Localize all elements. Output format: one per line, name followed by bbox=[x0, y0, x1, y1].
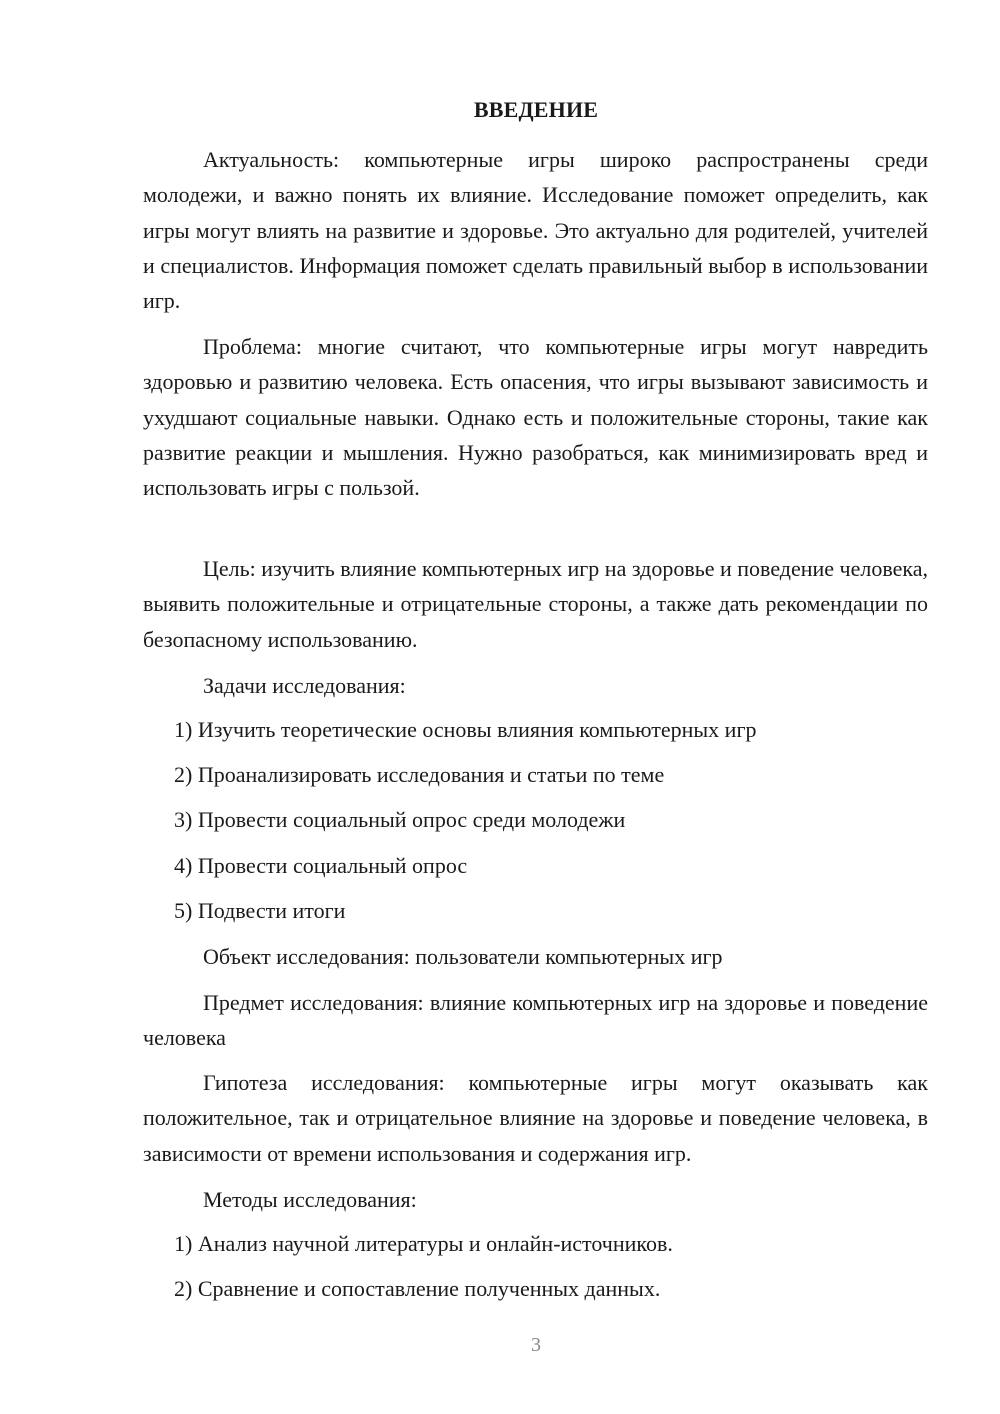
goal-paragraph: Цель: изучить влияние компьютерных игр на здоровье и поведение человека, выявить положительные и отрицательные стороны, а также дать рекомендации по безопасному использованию. bbox=[143, 556, 929, 652]
method-item-1: 1) Анализ научной литературы и онлайн-источников. bbox=[174, 1231, 673, 1256]
task-item-5: 5) Подвести итоги bbox=[174, 898, 346, 923]
subject-paragraph: Предмет исследования: влияние компьютерных игр на здоровье и поведение человека bbox=[143, 990, 928, 1051]
page-number: 3 bbox=[531, 1334, 541, 1356]
hypothesis-paragraph: Гипотеза исследования: компьютерные игры могут оказывать как положительное, так и отрицательное влияние на здоровье и поведение человека, в зависимости от времени использования и содержания игр. bbox=[143, 1070, 928, 1166]
task-item-1: 1) Изучить теоретические основы влияния компьютерных игр bbox=[174, 717, 757, 742]
methods-heading: Методы исследования: bbox=[203, 1187, 417, 1212]
task-item-3: 3) Провести социальный опрос среди молодежи bbox=[174, 807, 626, 832]
relevance-paragraph: Актуальность: компьютерные игры широко распространены среди молодежи, и важно понять их влияние. Исследование поможет определить, как игры могут влиять на развитие и здоровье. Это актуально для родителей, учителей и специалистов. Информация поможет сделать правильный выбор в использовании игр. bbox=[143, 147, 928, 314]
object-paragraph: Объект исследования: пользователи компьютерных игр bbox=[203, 944, 723, 969]
task-item-2: 2) Проанализировать исследования и статьи по теме bbox=[174, 762, 665, 787]
method-item-2: 2) Сравнение и сопоставление полученных данных. bbox=[174, 1276, 661, 1301]
section-title: ВВЕДЕНИЕ bbox=[473, 97, 599, 122]
tasks-heading: Задачи исследования: bbox=[203, 673, 406, 698]
task-item-4: 4) Провести социальный опрос bbox=[174, 853, 468, 878]
problem-paragraph: Проблема: многие считают, что компьютерные игры могут навредить здоровью и развитию человека. Есть опасения, что игры вызывают зависимость и ухудшают социальные навыки. Однако есть и положительные стороны, такие как развитие реакции и мышления. Нужно разобраться, как минимизировать вред и использовать игры с пользой. bbox=[143, 334, 928, 501]
